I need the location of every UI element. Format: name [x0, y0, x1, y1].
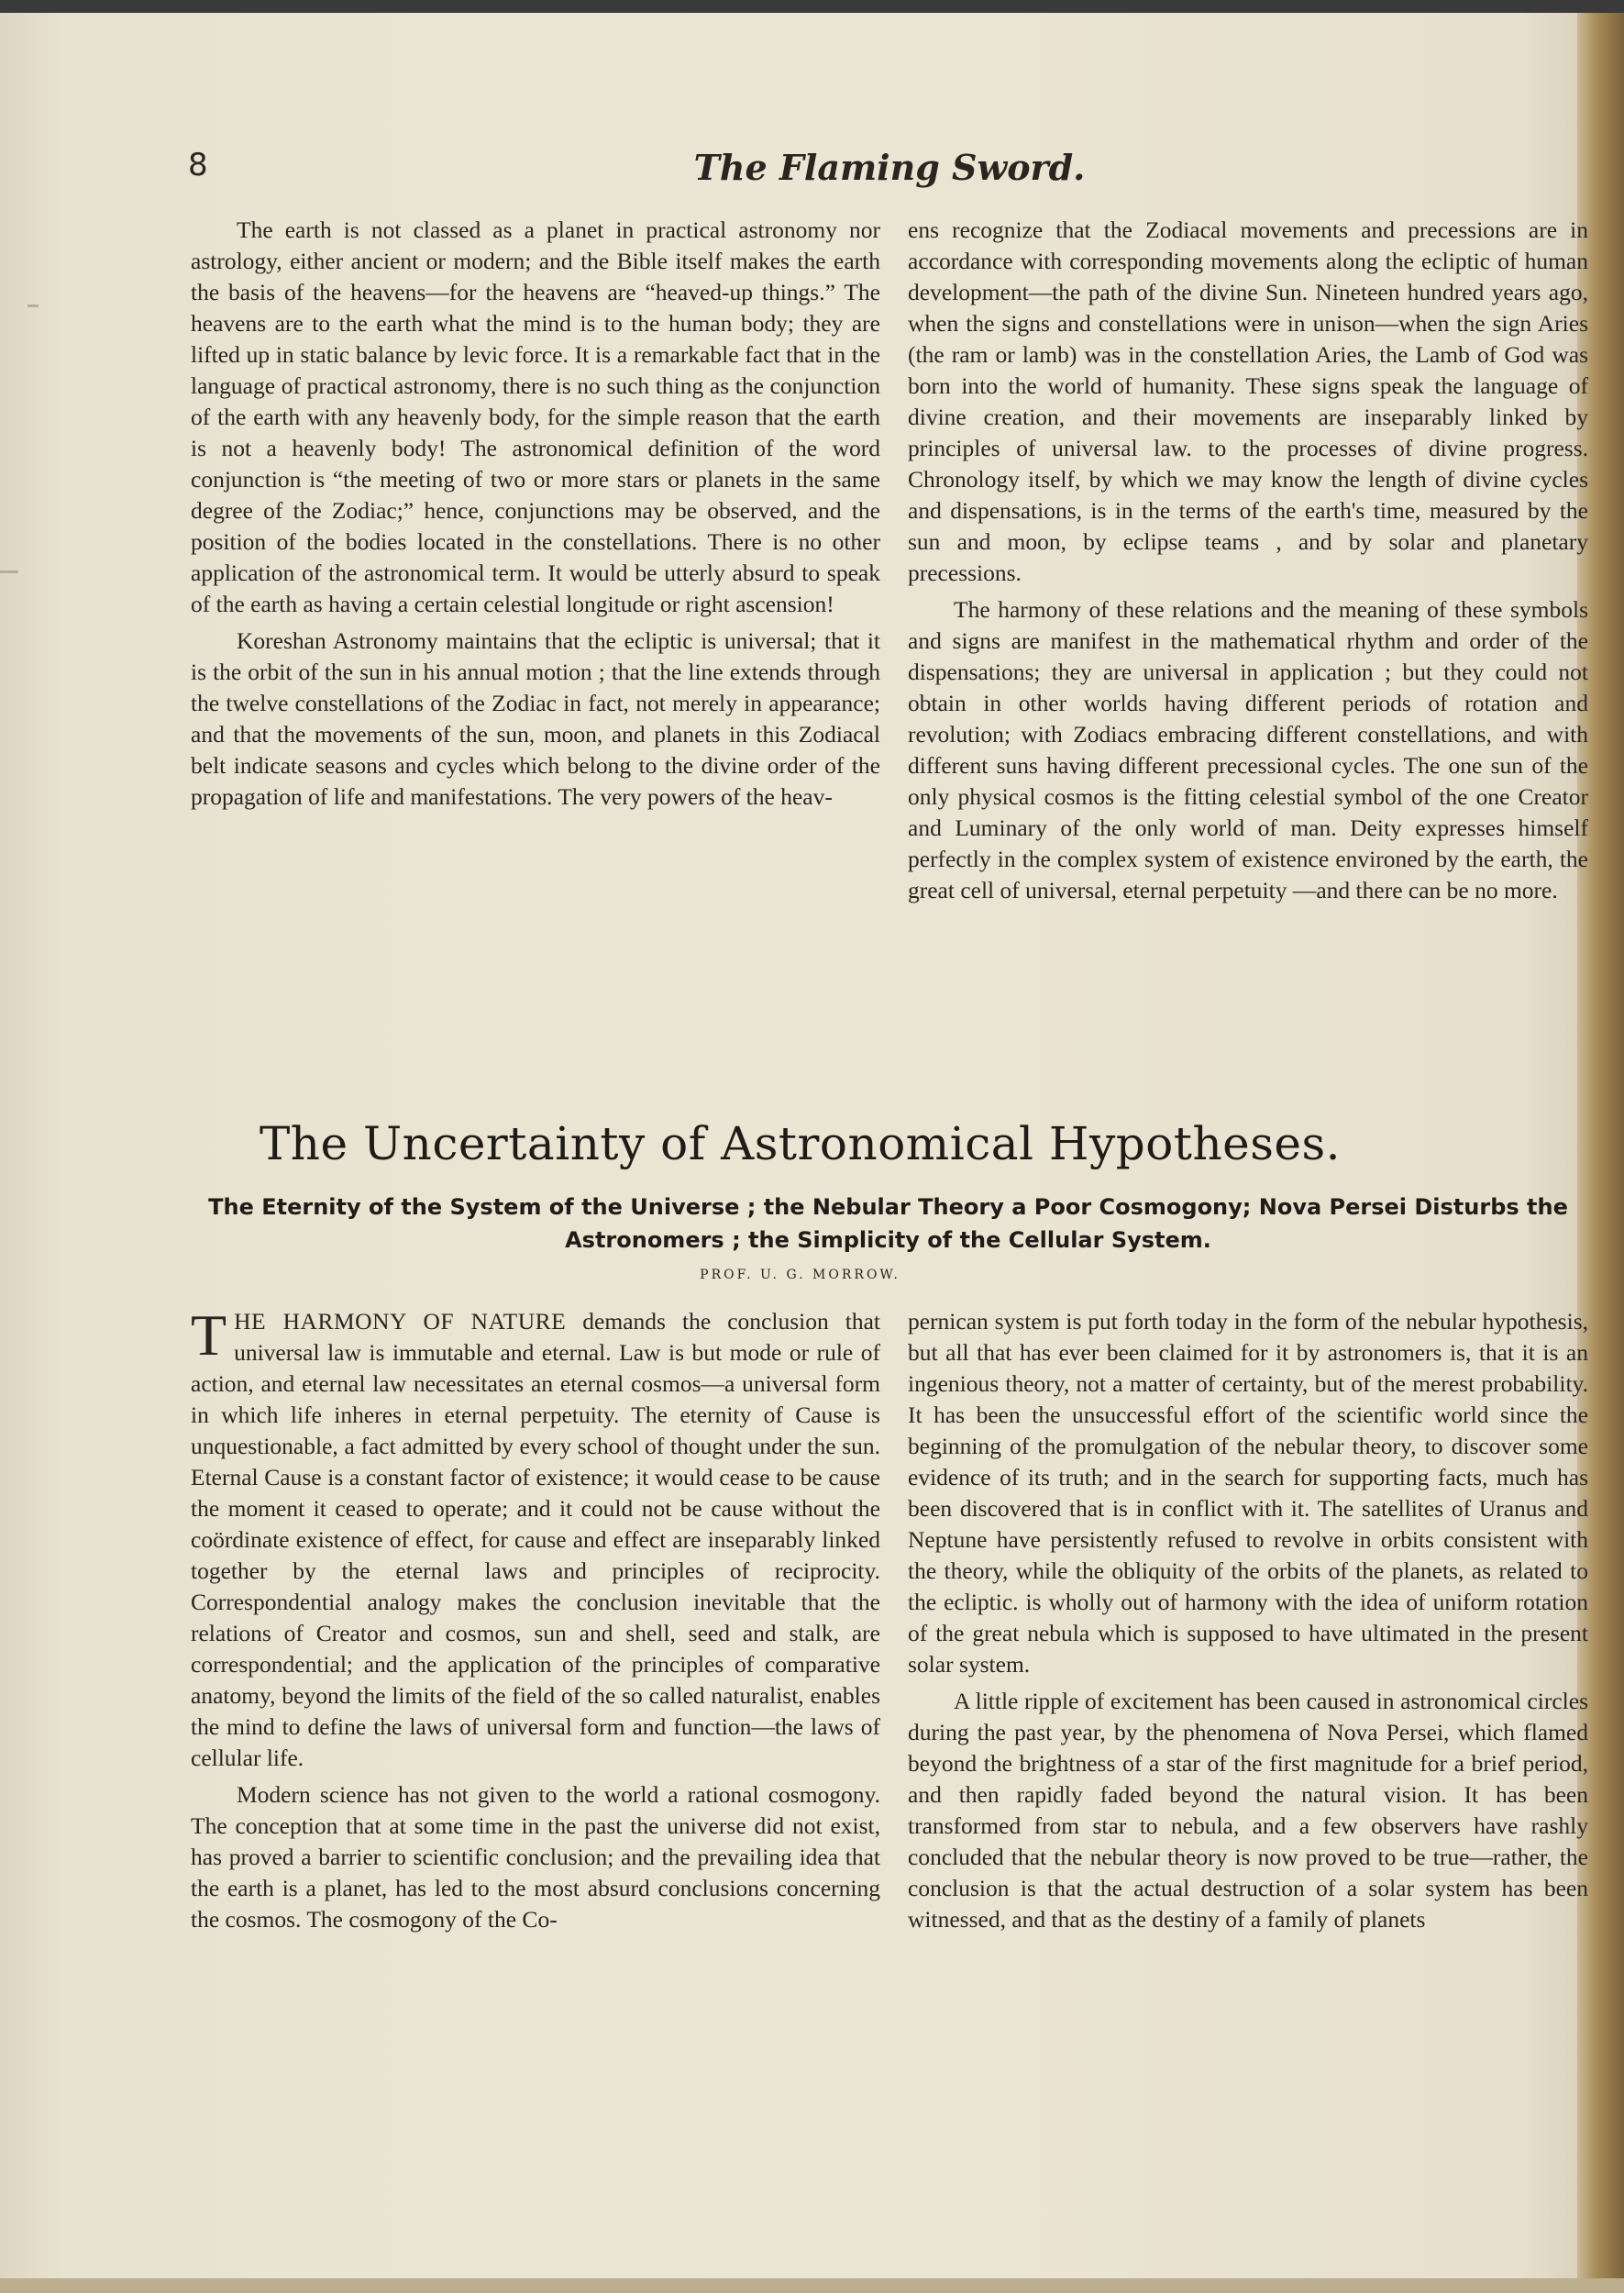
paragraph: Modern science has not given to the world a rational cosmogony. The conception that at some time in the past the universe did not exist, has proved a barrier to scientific conclusion; and the prevailing idea that the earth is a planet, has led to the most absurd conclusions concerning the cosmos. The cosmogony of the Co- [191, 1781, 880, 1933]
paragraph: The harmony of these relations and the meaning of these symbols and signs are manifest in the mathematical rhythm and order of the dispensations; they are universal in application ; but they could not obtain in other worlds having different periods of rotation and revolution; with Zodiacs embracing different constellations, and with different suns having different precessional cycles. The one sun of the only physical cosmos is the fitting celestial symbol of the one Creator and Luminary of the only world of man. Deity expresses himself perfectly in the complex system of existence environed by the earth, the great cell of universal, eternal perpetuity —and there can be no more. [908, 596, 1588, 903]
page-bottom-edge [0, 2278, 1624, 2293]
article-title: The Uncertainty of Astronomical Hypotheses. [259, 1117, 1342, 1170]
drop-cap: T [191, 1302, 227, 1368]
paragraph-text: demands the conclusion that universal law is immutable and eternal. Law is but mode or rule of action, and eternal law necessitates an eternal cosmos—a universal form in which life inheres in eternal perpetuity. The eternity of Cause is unquestionable, a fact admitted by every school of thought under the sun. Eternal Cause is a constant factor of existence; it would cease to be cause the moment it ceased to operate; and it could not be cause without the coördinate existence of effect, for cause and effect are inseparably linked together by the eternal laws and principles of reciprocity. Correspondential analogy makes the conclusion inevitable that the relations of Creator and cosmos, sun and shell, seed and stalk, are correspondential; and the application of the principles of comparative anatomy, beyond the limits of the field of the so called naturalist, enables the mind to define the laws of universal form and function—the laws of cellular life. [191, 1308, 880, 1771]
journal-title: The Flaming Sword. [693, 147, 1086, 188]
page-number: 8 [188, 147, 208, 183]
paragraph: pernican system is put forth today in the form of the nebular hypothesis, but all that has ever been claimed for it by astronomers is, that it is an ingenious theory, not a matter of certainty, but of the merest probability. It has been the unsuccessful effort of the scientific world since the beginning of the promulgation of the nebular theory, to discover some evidence of its truth; and in the search for supporting facts, much has been discovered that is in conflict with it. The satellites of Uranus and Neptune have persistently refused to revolve in orbits consistent with the theory, while the obliquity of the orbits of the planets, as related to the ecliptic. is wholly out of harmony with the idea of uniform rotation of the great nebula which is supposed to have ultimated in the present solar system. [908, 1308, 1588, 1678]
paragraph: The earth is not classed as a planet in practical astronomy nor astrology, either ancient or modern; and the Bible itself makes the earth the basis of the heavens—for the heavens are “heaved-up things.” The heavens are to the earth what the mind is to the human body; they are lifted up in static balance by levic force. It is a remarkable fact that in the language of practical astronomy, there is no such thing as the conjunction of the earth with any heavenly body, for the simple reason that the earth is not a heavenly body! The astronomical definition of the word conjunction is “the meeting of two or more stars or planets in the same degree of the Zodiac;” hence, conjunctions may be observed, and the position of the bodies located in the constellations. There is no other application of the astronomical term. It would be utterly absurd to speak of the earth as having a certain celestial longitude or right ascension! [191, 216, 880, 617]
top-right-column [908, 215, 1588, 906]
opening-paragraph [191, 1302, 880, 1774]
article-left-column [191, 1302, 880, 1935]
article-right-column [908, 1306, 1588, 1935]
paragraph: A little ripple of excitement has been caused in astronomical circles during the past year, by the phenomena of Nova Persei, which flamed beyond the brightness of a star of the first magnitude for a brief period, and then rapidly faded beyond the natural vision. It has been transformed from star to nebula, and a few observers have rashly concluded that the nebular theory is now proved to be true—rather, the conclusion is that the actual destruction of a solar system has been witnessed, and that as the destiny of a family of planets [908, 1688, 1588, 1933]
paper-blemish [0, 570, 18, 573]
top-left-column [191, 215, 880, 813]
paragraph: ens recognize that the Zodiacal movements and precessions are in accordance with corresponding movements along the ecliptic of human development—the path of the divine Sun. Nineteen hundred years ago, when the signs and constellations were in unison—when the sign Aries (the ram or lamb) was in the constellation Aries, the Lamb of God was born into the world of humanity. These signs speak the language of divine creation, and their movements are inseparably linked by principles of universal law. to the processes of divine progress. Chronology itself, by which we may know the length of divine cycles and dispensations, is in the terms of the earth's time, measured by the sun and moon, by eclipse teams , and by solar and planetary precessions. [908, 216, 1588, 586]
paper-blemish [28, 305, 39, 307]
article-subtitle: The Eternity of the System of the Universe ; the Nebular Theory a Poor Cosmogony; Nova Persei Disturbs the Astronomers ; the Simplicity of the Cellular System. [208, 1194, 1568, 1253]
opening-smallcaps: HE HARMONY OF NATURE [234, 1308, 567, 1335]
article-author: PROF. U. G. MORROW. [700, 1268, 900, 1282]
page-header [188, 147, 1591, 193]
paragraph: Koreshan Astronomy maintains that the ecliptic is universal; that it is the orbit of the sun in his annual motion ; that the line extends through the twelve constellations of the Zodiac in fact, not merely in appearance; and that the movements of the sun, moon, and planets in this Zodiacal belt indicate seasons and cycles which belong to the divine order of the propagation of life and manifestations. The very powers of the heav- [191, 627, 880, 810]
